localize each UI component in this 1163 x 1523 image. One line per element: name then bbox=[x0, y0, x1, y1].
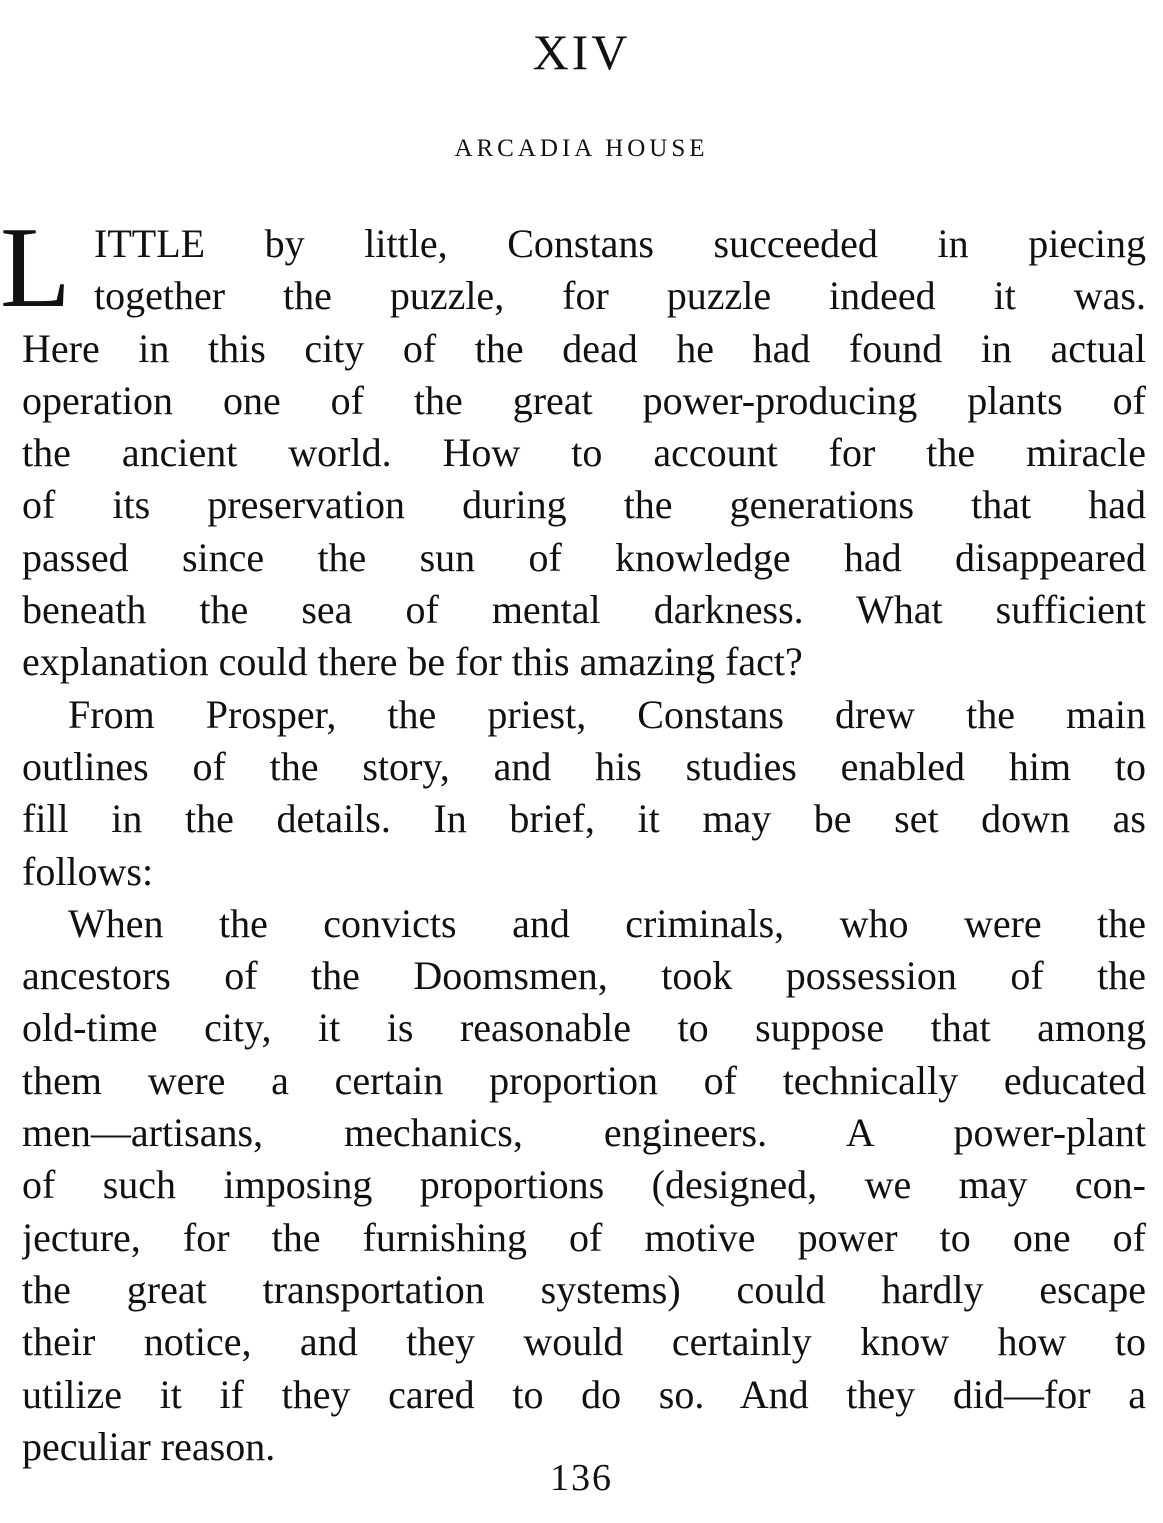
chapter-title: ARCADIA HOUSE bbox=[454, 135, 709, 162]
text-line: the ancient world. How to account for the miracle bbox=[22, 430, 1146, 476]
chapter-body bbox=[22, 218, 1146, 1473]
drop-cap: L bbox=[0, 204, 71, 332]
text-line: of its preservation during the generations that had bbox=[22, 482, 1146, 528]
text-line: old-time city, it is reasonable to suppose that among bbox=[22, 1005, 1146, 1051]
page-number: 136 bbox=[550, 1457, 613, 1499]
text-line: follows: bbox=[22, 848, 154, 894]
text-line: the great transportation systems) could hardly escape bbox=[22, 1266, 1146, 1312]
text-line: explanation could there be for this amazing fact? bbox=[22, 639, 803, 685]
text-line: outlines of the story, and his studies enabled him to bbox=[22, 743, 1146, 789]
text-line: ITTLE by little, Constans succeeded in piecing bbox=[94, 221, 1146, 266]
text-line: men—artisans, mechanics, engineers. A power-plant bbox=[22, 1110, 1146, 1156]
text-line: their notice, and they would certainly know how to bbox=[22, 1319, 1146, 1365]
text-line: peculiar reason. bbox=[22, 1423, 276, 1469]
text-line: together the puzzle, for puzzle indeed it was. bbox=[94, 273, 1146, 319]
text-line: When the convicts and criminals, who were the bbox=[68, 900, 1146, 946]
text-line: ancestors of the Doomsmen, took possession of the bbox=[22, 953, 1146, 999]
text-line: fill in the details. In brief, it may be set down as bbox=[22, 796, 1146, 842]
text-line: From Prosper, the priest, Constans drew the main bbox=[68, 691, 1146, 737]
text-line: Here in this city of the dead he had found in actual bbox=[22, 325, 1146, 371]
text-line: jecture, for the furnishing of motive power to one of bbox=[22, 1214, 1146, 1260]
text-line: them were a certain proportion of technically educated bbox=[22, 1057, 1146, 1103]
chapter-number: XIV bbox=[532, 24, 631, 80]
text-line: beneath the sea of mental darkness. What sufficient bbox=[22, 587, 1146, 633]
text-line: of such imposing proportions (designed, we may con- bbox=[22, 1162, 1146, 1208]
text-line: utilize it if they cared to do so. And they did—for a bbox=[22, 1371, 1146, 1417]
text-line: passed since the sun of knowledge had disappeared bbox=[22, 534, 1146, 580]
text-line: operation one of the great power-producing plants of bbox=[22, 377, 1146, 423]
